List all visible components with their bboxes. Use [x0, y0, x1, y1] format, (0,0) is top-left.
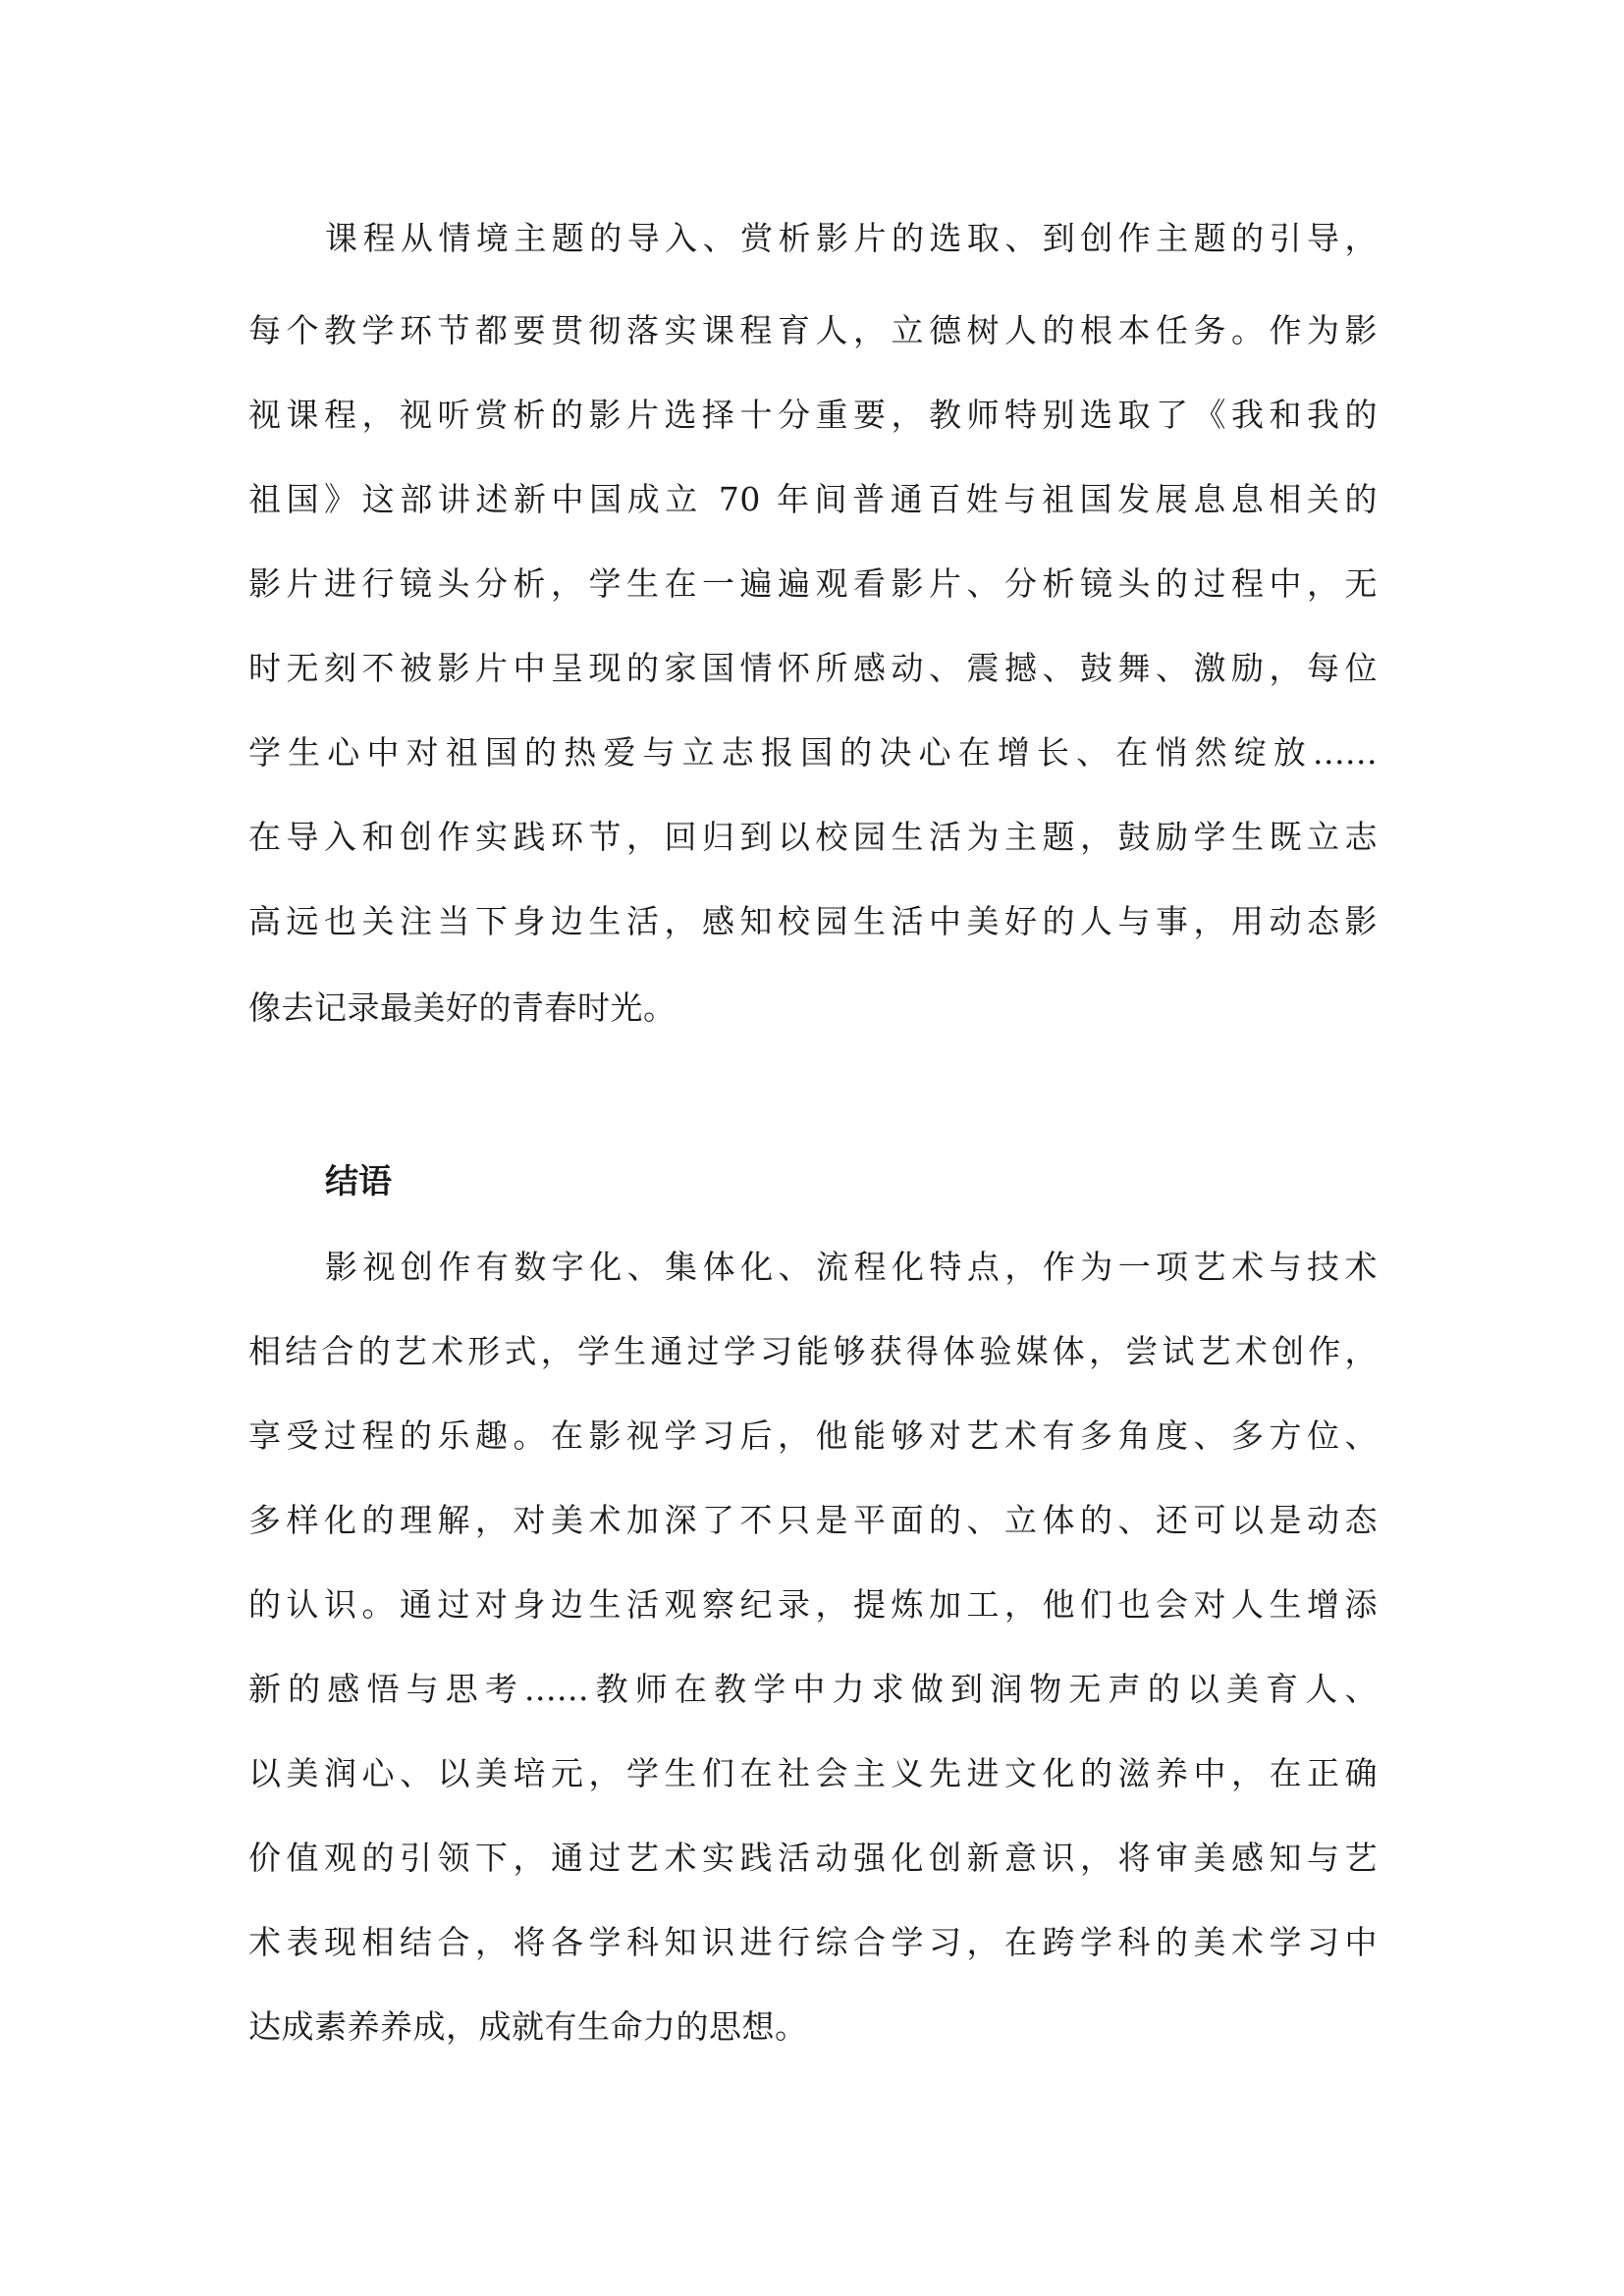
text-line: 学生心中对祖国的热爱与立志报国的决心在增长、在悄然绽放...... — [248, 733, 1378, 772]
text-line: 多样化的理解，对美术加深了不只是平面的、立体的、还可以是动态 — [248, 1501, 1378, 1539]
text-line: 课程从情境主题的导入、赏析影片的选取、到创作主题的引导， — [325, 219, 1378, 257]
text-line: 的认识。通过对身边生活观察纪录，提炼加工，他们也会对人生增添 — [248, 1585, 1378, 1624]
text-line: 时无刻不被影片中呈现的家国情怀所感动、震撼、鼓舞、激励，每位 — [248, 649, 1378, 687]
text-line: 术表现相结合，将各学科知识进行综合学习，在跨学科的美术学习中 — [248, 1923, 1378, 1961]
text-line: 以美润心、以美培元，学生们在社会主义先进文化的滋养中，在正确 — [248, 1754, 1378, 1792]
text-line: 价值观的引领下，通过艺术实践活动强化创新意识，将审美感知与艺 — [248, 1839, 1378, 1877]
text-line: 影视创作有数字化、集体化、流程化特点，作为一项艺术与技术 — [325, 1248, 1378, 1286]
text-line: 相结合的艺术形式，学生通过学习能够获得体验媒体，尝试艺术创作， — [248, 1332, 1378, 1370]
text-line: 在导入和创作实践环节，回归到以校园生活为主题，鼓励学生既立志 — [248, 818, 1378, 856]
text-line: 影片进行镜头分析，学生在一遍遍观看影片、分析镜头的过程中，无 — [248, 564, 1378, 603]
text-line: 达成素养养成，成就有生命力的思想。 — [248, 2007, 808, 2046]
text-line: 祖国》这部讲述新中国成立 70 年间普通百姓与祖国发展息息相关的 — [248, 480, 1378, 518]
text-line: 享受过程的乐趣。在影视学习后，他能够对艺术有多角度、多方位、 — [248, 1416, 1378, 1455]
text-line: 高远也关注当下身边生活，感知校园生活中美好的人与事，用动态影 — [248, 902, 1378, 940]
text-line: 视课程，视听赏析的影片选择十分重要，教师特别选取了《我和我的 — [248, 396, 1378, 434]
section-heading-conclusion: 结语 — [325, 1162, 392, 1201]
text-line: 新的感悟与思考......教师在教学中力求做到润物无声的以美育人、 — [248, 1670, 1378, 1708]
text-line: 每个教学环节都要贯彻落实课程育人，立德树人的根本任务。作为影 — [248, 311, 1378, 349]
text-line: 像去记录最美好的青春时光。 — [248, 988, 677, 1027]
